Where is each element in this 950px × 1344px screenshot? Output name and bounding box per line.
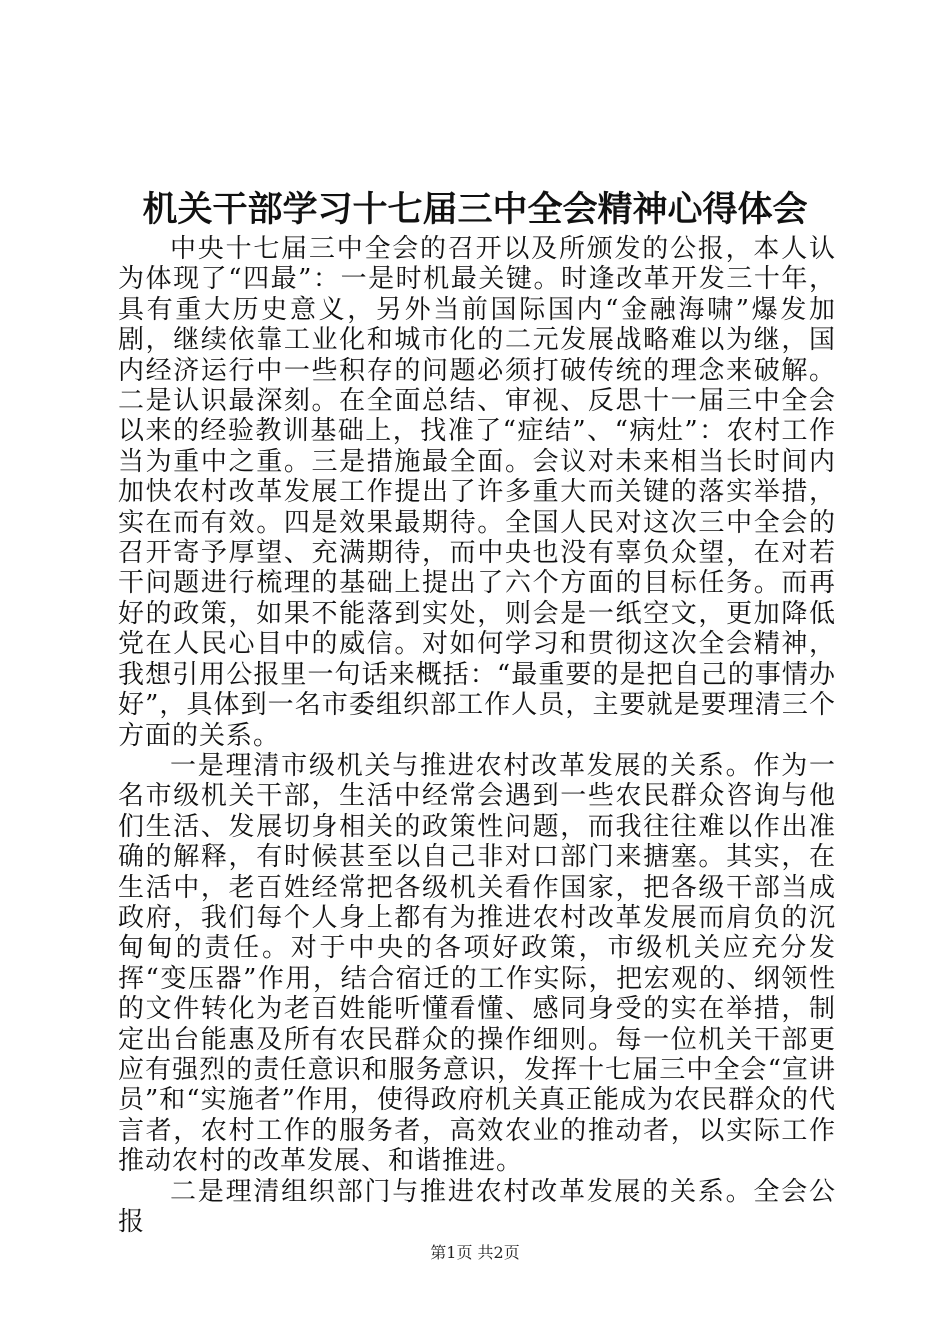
document-body (118, 234, 836, 1237)
page-number: 第1页 共2页 (430, 1243, 520, 1262)
body-paragraph-3: 二是理清组织部门与推进农村改革发展的关系。全会公报 (118, 1176, 836, 1237)
document-title: 机关干部学习十七届三中全会精神心得体会 (142, 189, 808, 230)
body-paragraph-2: 一是理清市级机关与推进农村改革发展的关系。作为一名市级机关干部，生活中经常会遇到一些农民群众咨询与他们生活、发展切身相关的政策性问题，而我往往难以作出准确的解释，有时候甚至以自己非对口部门来搪塞。其实，在生活中，老百姓经常把各级机关看作国家，把各级干部当成政府，我们每个人身上都有为推进农村改革发展而肩负的沉甸甸的责任。对于中央的各项好政策，市级机关应充分发挥“变压器”作用，结合宿迁的工作实际，把宏观的、纲领性的文件转化为老百姓能听懂看懂、感同身受的实在举措，制定出台能惠及所有农民群众的操作细则。每一位机关干部更应有强烈的责任意识和服务意识，发挥十七届三中全会“宣讲员”和“实施者”作用，使得政府机关真正能成为农民群众的代言者，农村工作的服务者，高效农业的推动者，以实际工作推动农村的改革发展、和谐推进。 (118, 750, 836, 1177)
page-footer (0, 1242, 950, 1264)
body-paragraph-1: 中央十七届三中全会的召开以及所颁发的公报，本人认为体现了“四最”：一是时机最关键。时逢改革开发三十年，具有重大历史意义，另外当前国际国内“金融海啸”爆发加剧，继续依靠工业化和城市化的二元发展战略难以为继，国内经济运行中一些积存的问题必须打破传统的理念来破解。二是认识最深刻。在全面总结、审视、反思十一届三中全会以来的经验教训基础上，找准了“症结”、“病灶”：农村工作当为重中之重。三是措施最全面。会议对未来相当长时间内加快农村改革发展工作提出了许多重大而关键的落实举措，实在而有效。四是效果最期待。全国人民对这次三中全会的召开寄予厚望、充满期待，而中央也没有辜负众望，在对若干问题进行梳理的基础上提出了六个方面的目标任务。而再好的政策，如果不能落到实处，则会是一纸空文，更加降低党在人民心目中的威信。对如何学习和贯彻这次全会精神，我想引用公报里一句话来概括：“最重要的是把自己的事情办好”，具体到一名市委组织部工作人员，主要就是要理清三个方面的关系。 (118, 234, 836, 751)
